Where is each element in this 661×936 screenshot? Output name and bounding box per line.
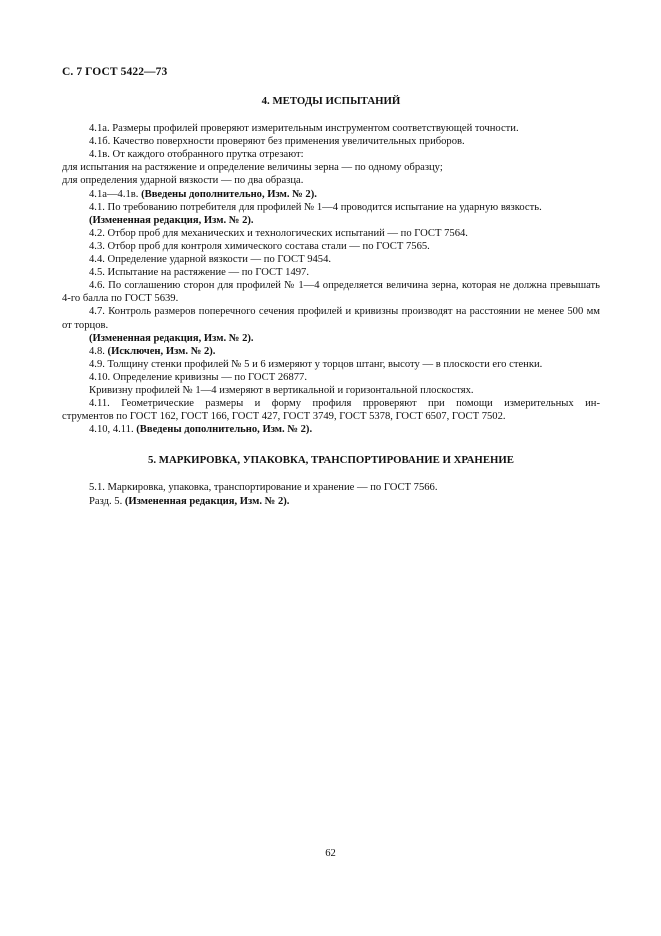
running-head: С. 7 ГОСТ 5422—73	[62, 66, 168, 78]
amendment-note-prefix: 4.1а—4.1в.	[89, 188, 142, 200]
amendment-note-text: (Введены дополнительно, Изм. № 2).	[141, 188, 317, 200]
amendment-note-4-10-4-11	[62, 423, 600, 436]
section-5-title: 5. МАРКИРОВКА, УПАКОВКА, ТРАНСПОРТИРОВАНИЕ И ХРАНЕНИЕ	[147, 454, 515, 467]
amendment-note-section-5	[62, 495, 600, 508]
clause-4-1v-impact-line: для определения ударной вязкости — по два образца.	[62, 175, 304, 187]
clause-4-1v: 4.1в. От каждого отобранного прутка отрезают:	[89, 149, 304, 161]
amendment-note-prefix: 4.10, 4.11.	[89, 424, 137, 436]
page-content	[62, 95, 600, 508]
clause-4-8-prefix: 4.8.	[89, 345, 108, 357]
amendment-note-4-1	[62, 214, 600, 227]
clause-4-7: 4.7. Контроль размеров поперечного сечения профилей и кривизны производят на расстоянии не менее 500 мм от торцов.	[62, 306, 600, 331]
amendment-note-prefix: Разд. 5.	[89, 495, 125, 507]
clause-4-10-curvature: Кривизну профилей № 1—4 измеряют в вертикальной и горизонтальной плоскостях.	[89, 384, 474, 396]
clause-4-11-line-2: струментов по ГОСТ 162, ГОСТ 166, ГОСТ 427, ГОСТ 3749, ГОСТ 5378, ГОСТ 6507, ГОСТ 7502.	[62, 411, 506, 423]
clause-4-9: 4.9. Толщину стенки профилей № 5 и 6 измеряют у торцов штанг, высоту — в плоскости его стенки.	[89, 358, 543, 370]
clause-4-6: 4.6. По соглашению сторон для профилей № 1—4 определяется величина зерна, которая не должна превышать 4-го балла по ГОСТ 5639.	[62, 280, 600, 305]
clause-4-1v-tension-line: для испытания на растяжение и определение величины зерна — по одному образцу;	[62, 162, 443, 174]
amendment-note-text: (Измененная редакция, Изм. № 2).	[89, 332, 254, 344]
clause-4-8	[62, 345, 600, 358]
clause-4-1: 4.1. По требованию потребителя для профилей № 1—4 проводится испытание на ударную вязкость.	[89, 201, 542, 213]
amendment-note-text: (Введены дополнительно, Изм. № 2).	[136, 424, 313, 436]
clause-4-5: 4.5. Испытание на растяжение — по ГОСТ 1497.	[89, 267, 310, 279]
page-number: 62	[325, 848, 336, 859]
clause-4-11-line-1: 4.11. Геометрические размеры и форму профиля прроверяют при помощи измерительных ин-	[89, 398, 600, 410]
amendment-note-text: (Измененная редакция, Изм. № 2).	[89, 214, 254, 226]
amendment-note-4-7	[62, 332, 600, 345]
amendment-note-text: (Измененная редакция, Изм. № 2).	[124, 495, 290, 507]
amendment-note-4-1a-4-1v	[62, 188, 600, 201]
clause-4-3: 4.3. Отбор проб для контроля химического состава стали — по ГОСТ 7565.	[89, 240, 430, 252]
clause-5-1: 5.1. Маркировка, упаковка, транспортирование и хранение — по ГОСТ 7566.	[89, 482, 438, 494]
clause-4-10: 4.10. Определение кривизны — по ГОСТ 26877.	[89, 371, 308, 383]
section-4-title: 4. МЕТОДЫ ИСПЫТАНИЙ	[261, 95, 401, 107]
clause-4-8-excluded-note: (Исключен, Изм. № 2).	[107, 345, 216, 357]
clause-4-4: 4.4. Определение ударной вязкости — по ГОСТ 9454.	[89, 254, 332, 266]
clause-4-1b: 4.1б. Качество поверхности проверяют без применения увеличительных приборов.	[89, 136, 465, 148]
clause-4-2: 4.2. Отбор проб для механических и технологических испытаний — по ГОСТ 7564.	[89, 227, 468, 239]
clause-4-1a: 4.1а. Размеры профилей проверяют измерительным инструментом соответствующей точности.	[89, 123, 519, 135]
